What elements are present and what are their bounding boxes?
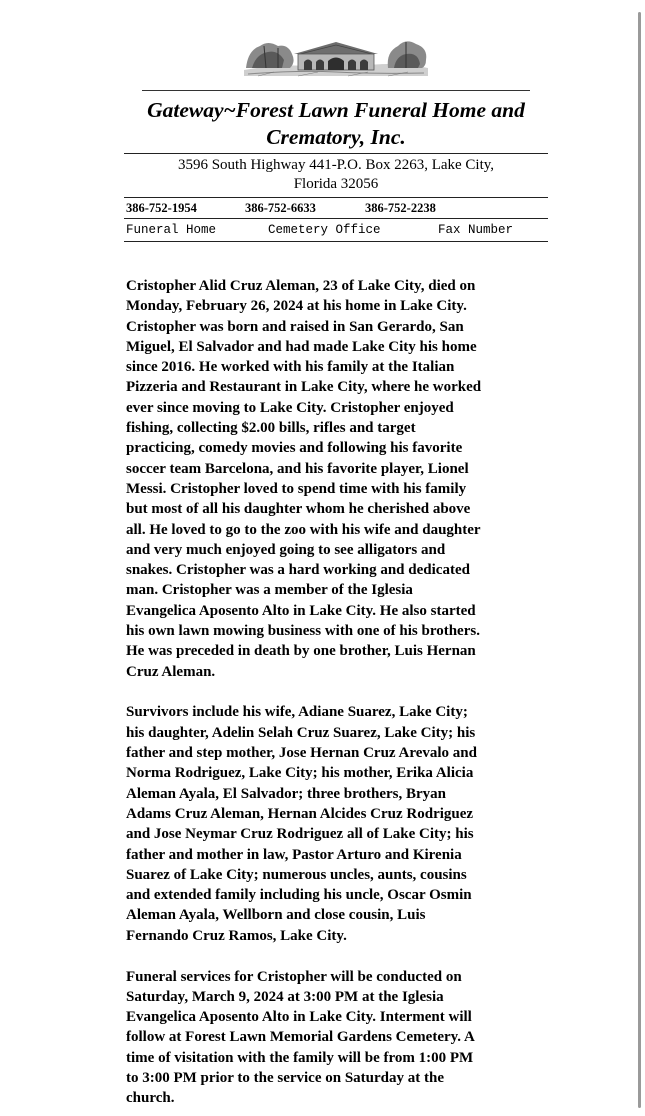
obituary-paragraph (126, 702, 546, 946)
text-line: church. (126, 1090, 175, 1107)
cemetery-office-phone[interactable]: 386-752-6633 (245, 201, 316, 215)
text-line: father and mother in law, Pastor Arturo and Kirenia (126, 846, 462, 863)
text-line: his own lawn mowing business with one of his brothers. (126, 623, 480, 640)
text-line: but most of all his daughter whom he cherished above (126, 501, 471, 518)
text-line: Cruz Aleman. (126, 663, 216, 680)
obituary-paragraph (126, 276, 546, 682)
text-line: Aleman Ayala, El Salvador; three brothers, Bryan (126, 785, 446, 802)
text-line: ever since moving to Lake City. Cristopher enjoyed (126, 399, 454, 416)
text-line: Cristopher was born and raised in San Gerardo, San (126, 318, 464, 335)
text-line: Evangelica Aposento Alto in Lake City. Interment will (126, 1009, 472, 1026)
phone-labels (124, 219, 548, 241)
funeral-home-label: Funeral Home (126, 223, 217, 237)
title-line-1: Gateway~Forest Lawn Funeral Home and (147, 98, 525, 122)
text-line: and extended family including his uncle, Oscar Osmin (126, 887, 472, 904)
funeral-home-phone[interactable]: 386-752-1954 (126, 201, 197, 215)
text-line: Aleman Ayala, Wellborn and close cousin, Luis (126, 907, 426, 924)
text-line: his daughter, Adelin Selah Cruz Suarez, Lake City; his (126, 724, 476, 741)
fax-number: 386-752-2238 (365, 201, 436, 215)
text-line: He was preceded in death by one brother, Luis Hernan (126, 643, 476, 660)
text-line: follow at Forest Lawn Memorial Gardens Cemetery. A (126, 1029, 475, 1046)
text-line: Pizzeria and Restaurant in Lake City, where he worked (126, 379, 482, 396)
fax-number-label: Fax Number (438, 223, 514, 237)
text-line: snakes. Cristopher was a hard working and dedicated (126, 562, 470, 579)
text-line: father and step mother, Jose Hernan Cruz Arevalo and (126, 745, 477, 762)
text-line: man. Cristopher was a member of the Iglesia (126, 582, 413, 599)
logo-divider (142, 90, 530, 91)
address-line-1: 3596 South Highway 441-P.O. Box 2263, Lake City, (177, 157, 495, 173)
text-line: to 3:00 PM prior to the service on Saturday at the (126, 1069, 445, 1086)
text-line: Funeral services for Cristopher will be conducted on (126, 968, 462, 985)
text-line: all. He loved to go to the zoo with his wife and daughter (126, 521, 481, 538)
letterhead (124, 10, 548, 242)
title-line-2: Crematory, Inc. (266, 125, 406, 149)
funeral-home-building-icon (238, 10, 434, 88)
text-line: and very much enjoyed going to see alligators and (126, 541, 446, 558)
text-line: Suarez of Lake City; numerous uncles, aunts, cousins (126, 866, 467, 883)
address-line-2: Florida 32056 (293, 176, 379, 192)
obituary-text (126, 276, 546, 1109)
text-line: Messi. Cristopher loved to spend time with his family (126, 480, 467, 497)
obituary-paragraph (126, 967, 546, 1109)
funeral-home-title (124, 97, 548, 151)
text-line: and Jose Neymar Cruz Rodriguez all of Lake City; his (126, 826, 474, 843)
cemetery-office-label: Cemetery Office (268, 223, 381, 237)
text-line: Fernando Cruz Ramos, Lake City. (126, 927, 347, 944)
text-line: soccer team Barcelona, and his favorite player, Lionel (126, 460, 469, 477)
text-line: Norma Rodriguez, Lake City; his mother, Erika Alicia (126, 765, 474, 782)
text-line: Survivors include his wife, Adiane Suarez, Lake City; (126, 704, 468, 721)
scrollbar[interactable] (638, 12, 641, 1108)
paragraph-gap (126, 946, 546, 967)
phone-numbers (124, 198, 548, 218)
text-line: practicing, comedy movies and following his favorite (126, 440, 463, 457)
text-line: Monday, February 26, 2024 at his home in Lake City. (126, 298, 467, 315)
text-line: Miguel, El Salvador and had made Lake City his home (126, 338, 477, 355)
text-line: since 2016. He worked with his family at the Italian (126, 359, 455, 376)
address (124, 154, 548, 197)
text-line: time of visitation with the family will be from 1:00 PM (126, 1049, 474, 1066)
paragraph-gap (126, 682, 546, 703)
text-line: Adams Cruz Aleman, Hernan Alcides Cruz Rodriguez (126, 805, 474, 822)
text-line: fishing, collecting $2.00 bills, rifles and target (126, 420, 416, 437)
divider (124, 241, 548, 242)
text-line: Evangelica Aposento Alto in Lake City. He also started (126, 602, 476, 619)
text-line: Saturday, March 9, 2024 at 3:00 PM at the Iglesia (126, 988, 444, 1005)
text-line: Cristopher Alid Cruz Aleman, 23 of Lake City, died on (126, 278, 476, 294)
